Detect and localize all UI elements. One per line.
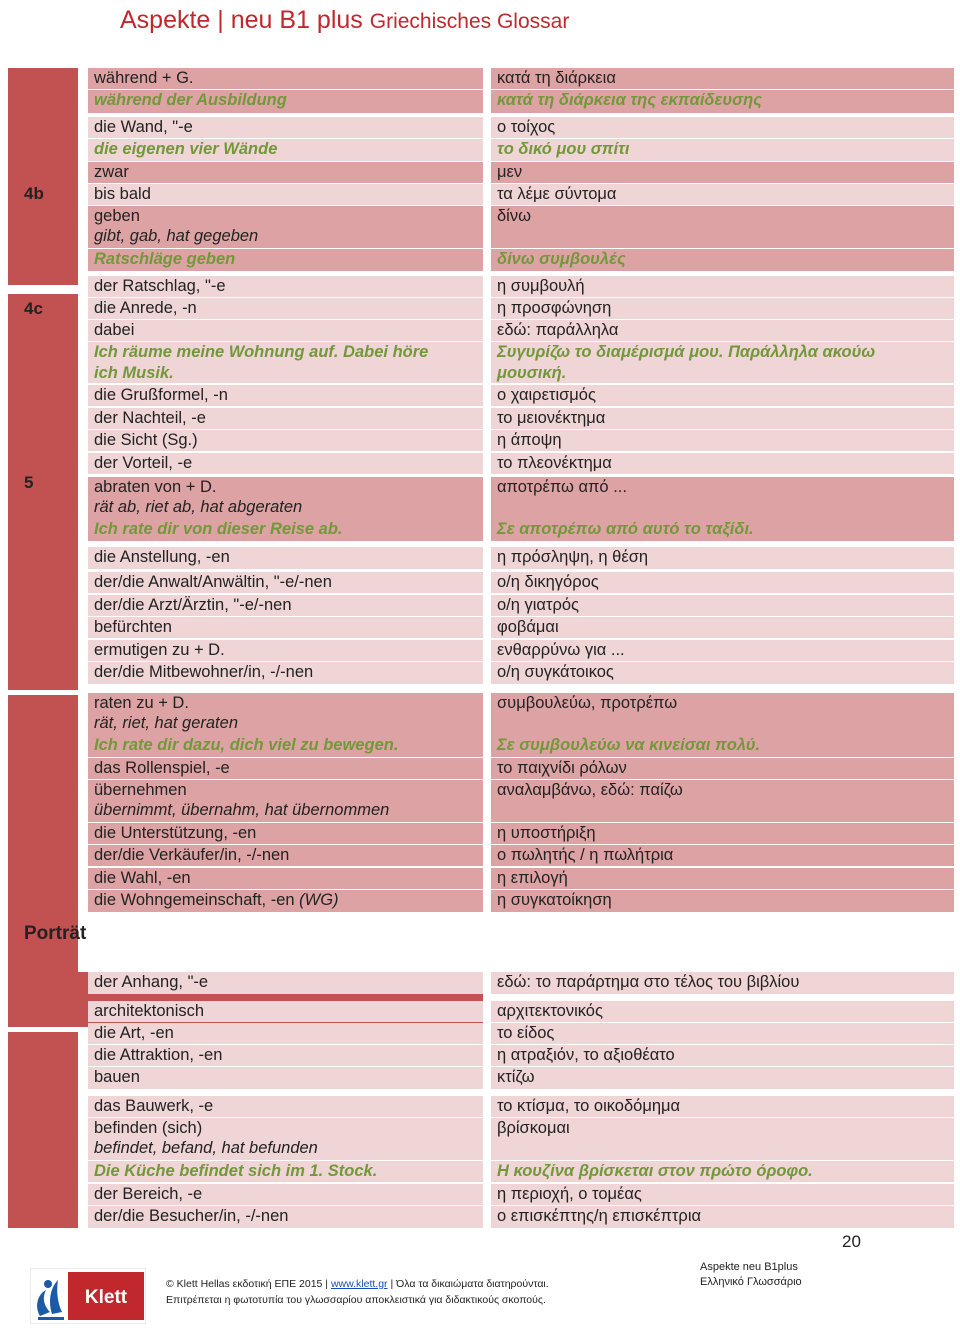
- term-de: raten zu + D.: [88, 693, 483, 713]
- term-de: die Anrede, -n: [88, 298, 483, 319]
- term-gr: η επιλογή: [491, 868, 954, 889]
- term-gr: ενθαρρύνω για ...: [491, 640, 954, 661]
- term-gr: η συμβουλή: [491, 276, 954, 297]
- term-de: architektonisch: [88, 1001, 483, 1022]
- term-gr: αναλαμβάνω, εδώ: παίζω: [491, 780, 954, 822]
- term-de: die Attraktion, -en: [88, 1045, 483, 1066]
- term-de: die Wand, "-e: [88, 117, 483, 138]
- term-gr: το κτίσμα, το οικοδόμημα: [491, 1096, 954, 1117]
- term-de: dabei: [88, 320, 483, 341]
- term-de: das Bauwerk, -e: [88, 1096, 483, 1117]
- term-de: der Bereich, -e: [88, 1184, 483, 1205]
- term-gr: κτίζω: [491, 1067, 954, 1089]
- term-gr: τα λέμε σύντομα: [491, 184, 954, 205]
- term-de: die Art, -en: [88, 1023, 483, 1044]
- term-gr: το πλεονέκτημα: [491, 453, 954, 474]
- term-de: übernehmen: [88, 780, 483, 800]
- term-gr: η περιοχή, ο τομέας: [491, 1184, 954, 1205]
- term-de: während + G.: [88, 68, 483, 89]
- term-de: bis bald: [88, 184, 483, 205]
- term-gr: ο χαιρετισμός: [491, 385, 954, 406]
- term-de: der/die Verkäufer/in, -/-nen: [88, 845, 483, 866]
- header-separator: |: [217, 6, 224, 34]
- term-de: der/die Besucher/in, -/-nen: [88, 1206, 483, 1228]
- term-gr: βρίσκομαι: [491, 1118, 954, 1160]
- term-gr: η συγκατοίκηση: [491, 890, 954, 912]
- example-gr: κατά τη διάρκεια της εκπαίδευσης: [491, 90, 954, 113]
- term-de: befürchten: [88, 617, 483, 638]
- term-gr: συμβουλεύω, προτρέπω: [491, 693, 954, 735]
- example-de: Die Küche befindet sich im 1. Stock.: [88, 1161, 483, 1182]
- example-de: die eigenen vier Wände: [88, 139, 483, 161]
- example-gr: δίνω συμβουλές: [491, 249, 954, 271]
- example-de: Ich rate dir von dieser Reise ab.: [88, 519, 483, 541]
- section-column-portrait-body: [8, 1032, 78, 1228]
- section-label-5: 5: [24, 473, 34, 492]
- example-de: Ich rate dir dazu, dich viel zu bewegen.: [88, 735, 483, 757]
- term-de: die Anstellung, -en: [88, 547, 483, 569]
- term-gr: το μειονέκτημα: [491, 408, 954, 429]
- footer-line-1: [166, 1276, 706, 1292]
- section-label-4c: 4c: [24, 299, 43, 318]
- example-de: ich Musik.: [88, 363, 483, 383]
- term-gr: η πρόσληψη, η θέση: [491, 547, 954, 569]
- term-de: der/die Anwalt/Anwältin, "-e/-nen: [88, 572, 483, 593]
- term-gr: ο/η γιατρός: [491, 595, 954, 616]
- header-title: neu B1 plus: [230, 6, 363, 34]
- example-gr: το δικό μου σπίτι: [491, 139, 954, 161]
- forms-de: übernimmt, übernahm, hat übernommen: [88, 800, 483, 822]
- term-de-abbr: (WG): [299, 891, 339, 909]
- term-gr: φοβάμαι: [491, 617, 954, 638]
- example-de: während der Ausbildung: [88, 90, 483, 113]
- term-de: der Nachteil, -e: [88, 408, 483, 429]
- term-gr: δίνω: [491, 206, 954, 248]
- footer-book-title: Aspekte neu B1plus: [700, 1261, 798, 1273]
- example-gr: Συγυρίζω το διαμέρισμά μου. Παράλληλα ακούω: [491, 342, 954, 363]
- term-gr: ο/η συγκάτοικος: [491, 662, 954, 684]
- term-de: die Unterstützung, -en: [88, 823, 483, 844]
- forms-de: rät ab, riet ab, hat abgeraten: [88, 497, 483, 519]
- section-column-4c-5: [8, 294, 78, 690]
- page-number: 20: [842, 1232, 861, 1251]
- term-de: [88, 890, 483, 912]
- forms-de: befindet, befand, hat befunden: [88, 1138, 483, 1160]
- header-brand: Aspekte: [120, 6, 211, 34]
- section-column-4b: [8, 68, 78, 285]
- term-de: die Grußformel, -n: [88, 385, 483, 406]
- term-de: ermutigen zu + D.: [88, 640, 483, 661]
- term-de: der Ratschlag, "-e: [88, 276, 483, 297]
- term-de: befinden (sich): [88, 1118, 483, 1138]
- term-gr: μεν: [491, 162, 954, 183]
- section-label-4b: 4b: [24, 184, 44, 203]
- header-subtitle: Griechisches Glossar: [369, 10, 570, 33]
- term-gr: το παιχνίδι ρόλων: [491, 758, 954, 779]
- term-de: geben: [88, 206, 483, 227]
- term-de: der/die Mitbewohner/in, -/-nen: [88, 662, 483, 684]
- term-gr: η ατραξιόν, το αξιοθέατο: [491, 1045, 954, 1066]
- term-gr: ο τοίχος: [491, 117, 954, 138]
- footer-book-subtitle: Ελληνικό Γλωσσάριο: [700, 1276, 802, 1288]
- term-de: bauen: [88, 1067, 483, 1089]
- term-gr: αρχιτεκτονικός: [491, 1001, 954, 1022]
- term-de: die Wahl, -en: [88, 868, 483, 889]
- example-gr: Σε αποτρέπω από αυτό το ταξίδι.: [491, 519, 954, 541]
- logo-text: Klett: [84, 1287, 128, 1308]
- term-gr: η προσφώνηση: [491, 298, 954, 319]
- term-de: die Sicht (Sg.): [88, 430, 483, 451]
- glossary-table: [8, 68, 954, 1228]
- section-label-portrait: Porträt: [24, 923, 87, 944]
- footer-book-info: [700, 1260, 802, 1290]
- term-gr: το είδος: [491, 1023, 954, 1044]
- term-gr: ο επισκέπτης/η επισκέπτρια: [491, 1206, 954, 1228]
- footer-link[interactable]: www.klett.gr: [330, 1278, 388, 1290]
- term-de: abraten von + D.: [88, 477, 483, 497]
- term-gr: η άποψη: [491, 430, 954, 451]
- term-gr: αποτρέπω από ...: [491, 477, 954, 519]
- footer-copyright-text: © Klett Hellas εκδοτική ΕΠΕ 2015 |: [166, 1278, 329, 1290]
- term-de-text: die Wohngemeinschaft, -en: [94, 891, 295, 909]
- term-de: der/die Arzt/Ärztin, "-e/-nen: [88, 595, 483, 616]
- page-header: [120, 4, 569, 38]
- example-gr: Η κουζίνα βρίσκεται στον πρώτο όροφο.: [491, 1161, 954, 1182]
- term-gr: εδώ: παράλληλα: [491, 320, 954, 341]
- footer-copyright: [166, 1276, 706, 1308]
- term-de: zwar: [88, 162, 483, 183]
- klett-logo-icon: [30, 1268, 146, 1324]
- term-de: der Vorteil, -e: [88, 453, 483, 474]
- term-gr: εδώ: το παράρτημα στο τέλος του βιβλίου: [491, 972, 954, 994]
- forms-de: gibt, gab, hat gegeben: [88, 226, 483, 248]
- example-de: Ich räume meine Wohnung auf. Dabei höre: [88, 342, 483, 363]
- example-gr: Σε συμβουλεύω να κινείσαι πολύ.: [491, 735, 954, 757]
- term-gr: ο πωλητής / η πωλήτρια: [491, 845, 954, 866]
- term-de: der Anhang, "-e: [88, 972, 483, 994]
- term-de: das Rollenspiel, -e: [88, 758, 483, 779]
- term-gr: κατά τη διάρκεια: [491, 68, 954, 89]
- example-de: Ratschläge geben: [88, 249, 483, 271]
- footer-line-2: Επιτρέπεται η φωτοτυπία του γλωσσαρίου αποκλειστικά για διδακτικούς σκοπούς.: [166, 1294, 546, 1306]
- term-gr: ο/η δικηγόρος: [491, 572, 954, 593]
- footer-rights-text: | Όλα τα δικαιώματα διατηρούνται.: [390, 1278, 549, 1290]
- forms-de: rät, riet, hat geraten: [88, 713, 483, 735]
- example-gr: μουσική.: [491, 363, 954, 383]
- term-gr: η υποστήριξη: [491, 823, 954, 844]
